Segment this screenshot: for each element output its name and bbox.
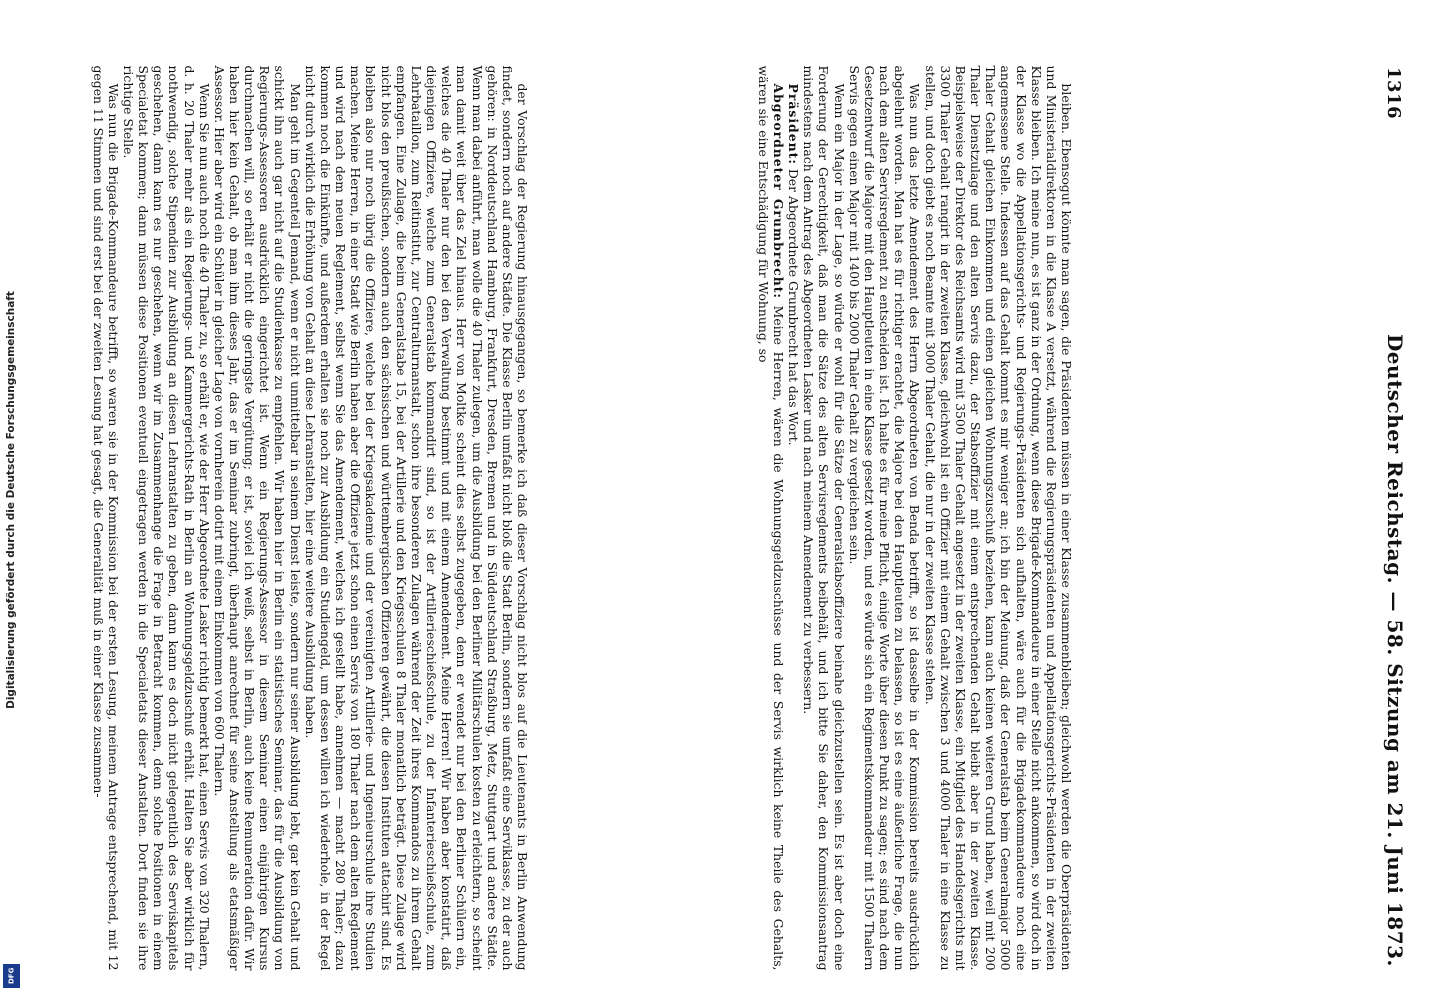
text-column-left xyxy=(90,55,530,980)
paragraph: bleiben. Ebensogut könnte man sagen, die Präsidenten müssen in einer Klasse zusammenbleiben; gleichwohl werden die Oberpräsidenten und Ministerialdirektoren in die Klasse A versetzt, während die Regierungspräsidenten und Appellationsgerichts-Präsidenten in der zweiten Klasse bleiben. Ich meine nun, es ist ganz in der Ordnung, wenn diese Brigade-Kommandeure in einer Stelle nicht ankommen, so wird doch in der Klasse wo die Appellationsgerichts- und Regierungs-Präsidenten sich aufhalten, wäre auch für die Brigadekommandeure noch eine angemessene Stelle. Indessen auf das Gehalt kommt es mir weniger an; ich bin der Meinung, daß der Generalstab beim Generalmajor 5000 Thaler Gehalt gleichen Einkommen und einen gleichen Wohnungszuschuß beziehen, kann auch keinen weiteren Grund haben, weil mit 200 Thaler Dienstzulage und den alten Servis dazu, der Stabsoffizier mit einem entsprechenden Gehalt bleibt aber in der zweiten Klasse. Beispielsweise der Direktor des Reichsamts wird mit 3500 Thaler Gehalt angesetzt in der zweiten Klasse, ein Mitglied des Handelsgerichts mit 3300 Thaler Gehalt rangirt in der zweiten Klasse, gleichwohl ist ein Offizier mit einem Gehalt zwischen 3 und 4000 Thaler in eine Klasse zu stellen, und doch giebt es noch Beamte mit 3000 Thaler Gehalt, die nur in der zweiten Klasse stehen. xyxy=(922,65,1075,970)
paragraph: Wenn Sie nun auch noch die 40 Thaler zu, so erhält er, wie der Herr Abgeordnete Lasker richtig bemerkt hat, einen Servis von 320 Thalern, d. h. 20 Thaler mehr als ein Regierungs- und Kammergerichts-Rath in Berlin an Wohnungsgeldzuschuß erhält. Halten Sie aber wirklich für nothwendig, solche Stipendien zur Ausbildung an diesen Lehranstalten zu geben, dann kann es doch nicht gelegentlich des Serviskapitels geschehen, dann kann es nur geschehen, wenn wir im Zusammenhange die Frage in Betracht kommen, denn solche Positionen in einem Specialetat kommen; dann müssen diese Positionen eventuell eingetragen werden in die Specialetats dieser Anstalten. Dort finden sie ihre richtige Stelle. xyxy=(120,65,212,970)
document-page xyxy=(90,55,1415,980)
paragraph: Wenn ein Major in der Lage, so würde er wohl für die Sätze der Generalstabsoffiziere beinahe gleichzustellen sein. Es ist aber doch eine Forderung der Gerechtigkeit, daß man die Sätze des alten Servisreglements beibehält, und ich bitte Sie daher, den Kommissionsantrag mindestens nach dem Antrag des Abgeordneten Lasker und nach meinem Amendement zu verbessern. xyxy=(801,65,847,970)
speaker-label: Abgeordneter Grumbrecht: xyxy=(771,83,787,299)
speaker-label: Präsident: xyxy=(786,83,802,165)
page-title: Deutscher Reichstag. — 58. Sitzung am 21. Juni 1873. xyxy=(1383,333,1407,967)
page-number: 1316 xyxy=(1383,67,1404,120)
speaker-paragraph xyxy=(756,65,786,970)
paragraph: Man geht im Gegenteil Jemand, wenn er nicht unmittelbar in seinem Dienst leiste, sondern nur seiner Ausbildung lebt, gar kein Gehalt und schickt ihn auch gar nicht auf die Studienkasse zu empfehlen. Wir haben hier in Berlin ein statistisches Seminar, das für die Ausbildung von Regierungs-Assessoren ausdrücklich eingerichtet ist. Wenn ein Regierungs-Assessor in diesem Seminar einen einjährigen Kursus durchmachen will, so erhält er nicht die geringste Vergütung; er ist, soviel ich weiß, selbst in Berlin, auch keine Remuneration dafür. Wir haben hier kein Gehalt, ob man ihm dieses Jahr, das er im Seminar zubringt, überhaupt anrechnet für seine Anstellung als etatsmäßiger Assessor. Hier aber wird ein Schüler in gleicher Lage von vornherein dotirt mit einem Einkommen von 600 Thalern. xyxy=(211,65,303,970)
speech-text: Der Abgeordnete Grumbrecht hat das Wort. xyxy=(786,168,802,446)
president-paragraph xyxy=(786,65,801,970)
digitization-credit xyxy=(0,0,22,1000)
dfg-logo-icon: DFG xyxy=(3,964,20,988)
paragraph: Was nun das letzte Amendement des Herrn Abgeordneten von Benda betrifft, so ist dasselbe in der Kommission bereits ausdrücklich abgelehnt worden. Man hat es für richtiger erachtet, die Majore bei den Hauptleuten zu belassen, so ist es eine äußerliche Frage, die nun nach dem alten Servisreglement zu entscheiden ist. Ich halte es für meine Pflicht, einige Worte über diesen Punkt zu sagen; es sind nach dem Gesetzentwurf die Majore mit den Hauptleuten in eine Klasse gesetzt worden, und es würde sich ein Regimentskommandeur mit 1500 Thalern Servis gegen einen Major mit 1400 bis 2000 Thaler Gehalt zu vergleichen sein. xyxy=(846,65,923,970)
paragraph: der Vorschlag der Regierung hinausgegangen, so bemerke ich daß dieser Vorschlag nicht blos auf die Lieutenants in Berlin Anwendung findet, sondern noch auf andere Städte. Die Klasse Berlin umfaßt nicht bloß die Stadt Berlin, sondern sie umfaßt eine Serviklasse, zu der auch gehören: in Norddeutschland Hamburg, Frankfurt, Dresden, Bremen und in Süddeutschland Straßburg, Metz, Stuttgart und andere Städte. Wenn man dabei anführt, man wolle die 40 Thaler zulegen, um die Ausbildung bei den Berliner Militärschulen kosten zu erleichtern, so scheint man damit weit über das Ziel hinaus. Herr von Moltke scheint dies selbst zugegeben, denn er wendet nur bei den Berliner Schülern ein, welches die 40 Thaler nur den bei den Verwaltung bestimmt und mit einem Amendement. Meine Herren! Wir haben aber konstatirt, daß diejenigen Offiziere, welche zum Generalstab kommandirt sind, so ist der Artillerieschießschule, zu der Infanterieschießschule, zum Lehrbataillon, zum Reitinstitut, zur Centralturnanstalt, schon ihre besonderen Zulagen während der Zeit ihres Kommandos zu ihrem Gehalt empfangen. Eine Zulage, die beim Generalstabe 15, bei der Artillerie und den Kriegsschulen 8 Thaler monatlich beträgt. Diese Zulage wird nicht blos den preußischen, sondern auch den sächsischen und württembergischen Offizieren gewährt, die diesen Instituten attachirt sind. Es bleiben also nur noch übrig die Offiziere, welche bei der Kriegsakademie und der vereinigten Artillerie- und Ingenieurschule ihre Studien machen. Meine Herren, in einer Stadt wie Berlin haben aber die Offiziere jetzt schon einen Servis von 180 Thaler nach dem alten Reglement und wird nach dem neuen Reglement, selbst wenn Sie das Amendement, welches ich gestellt habe, annehmen — macht 280 Thaler; dazu kommen noch die Einkünfte, und außerdem erhalten sie noch zur Ausbildung ein Studiengeld, um dessen willen ich wiederhole, in der Regel nicht durch wirklich die Erhöhung von Gehalt an diese Lehranstalten, hier eine weitere Ausbildung haben. xyxy=(302,65,530,970)
page-header xyxy=(1375,55,1415,980)
text-column-right xyxy=(525,55,1305,980)
credit-text: Digitalisierung gefördert durch die Deutsche Forschungsgemeinschaft xyxy=(5,291,17,709)
paragraph: Was nun die Brigade-Kommandeure betrifft, so waren sie in der Kommission bei der ersten Lesung, meinem Antrage entsprechend, mit 12 gegen 11 Stimmen und sind erst bei der zweiten Lesung hat gesagt, die Generalität muß in einer Klasse zusammen- xyxy=(90,65,121,970)
speech-text: Meine Herren, wären die Wohnungsgeldzuschüsse und der Servis wirklich keine Theile des Gehalts, wären sie eine Entschädigung für Wohnung, so xyxy=(756,65,787,970)
